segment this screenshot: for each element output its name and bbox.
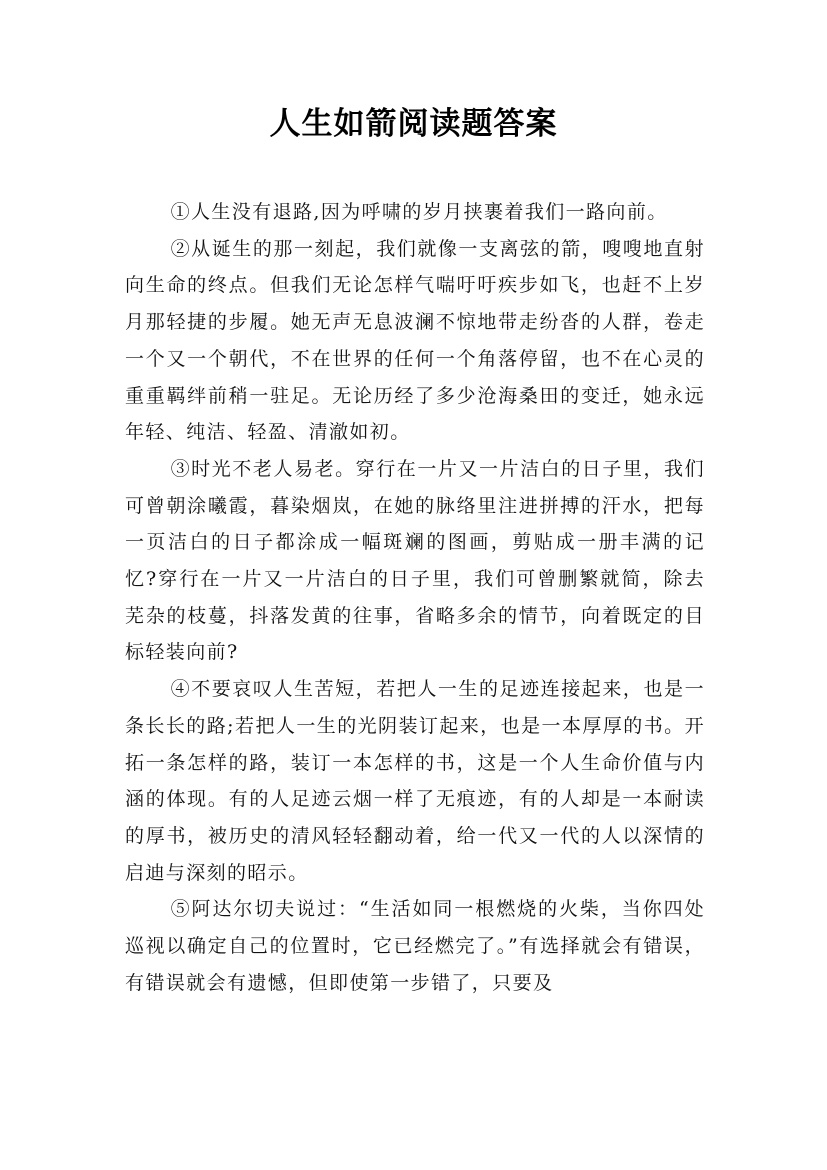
document-body (125, 194, 705, 1001)
paragraph-4: ④不要哀叹人生苦短，若把人一生的足迹连接起来，也是一条长长的路;若把人一生的光阴装订起来，也是一本厚厚的书。开拓一条怎样的路，装订一本怎样的书，这是一个人生命价值与内涵的体现。有的人足迹云烟一样了无痕迹，有的人却是一本耐读的厚书，被历史的清风轻轻翻动着，给一代又一代的人以深情的启迪与深刻的昭示。 (125, 678, 705, 884)
paragraph-5: ⑤阿达尔切夫说过：“生活如同一根燃烧的火柴，当你四处巡视以确定自己的位置时，它已经燃完了。”有选择就会有错误，有错误就会有遗憾，但即使第一步错了，只要及 (125, 898, 705, 994)
paragraph-3: ③时光不老人易老。穿行在一片又一片洁白的日子里，我们可曾朝涂曦霞，暮染烟岚，在她的脉络里注进拼搏的汗水，把每一页洁白的日子都涂成一幅斑斓的图画，剪贴成一册丰满的记忆?穿行在一片又一片洁白的日子里，我们可曾删繁就简，除去芜杂的枝蔓，抖落发黄的往事，省略多余的情节，向着既定的目标轻装向前? (125, 457, 705, 664)
paragraph-2: ②从诞生的那一刻起，我们就像一支离弦的箭，嗖嗖地直射向生命的终点。但我们无论怎样气喘吁吁疾步如飞，也赶不上岁月那轻捷的步履。她无声无息波澜不惊地带走纷沓的人群，卷走一个又一个朝代，不在世界的任何一个角落停留，也不在心灵的重重羁绊前稍一驻足。无论历经了多少沧海桑田的变迁，她永远年轻、纯洁、轻盈、清澈如初。 (125, 237, 705, 444)
document-title: 人生如箭阅读题答案 (269, 106, 558, 142)
paragraph-1: ①人生没有退路,因为呼啸的岁月挟裹着我们一路向前。 (170, 201, 668, 223)
